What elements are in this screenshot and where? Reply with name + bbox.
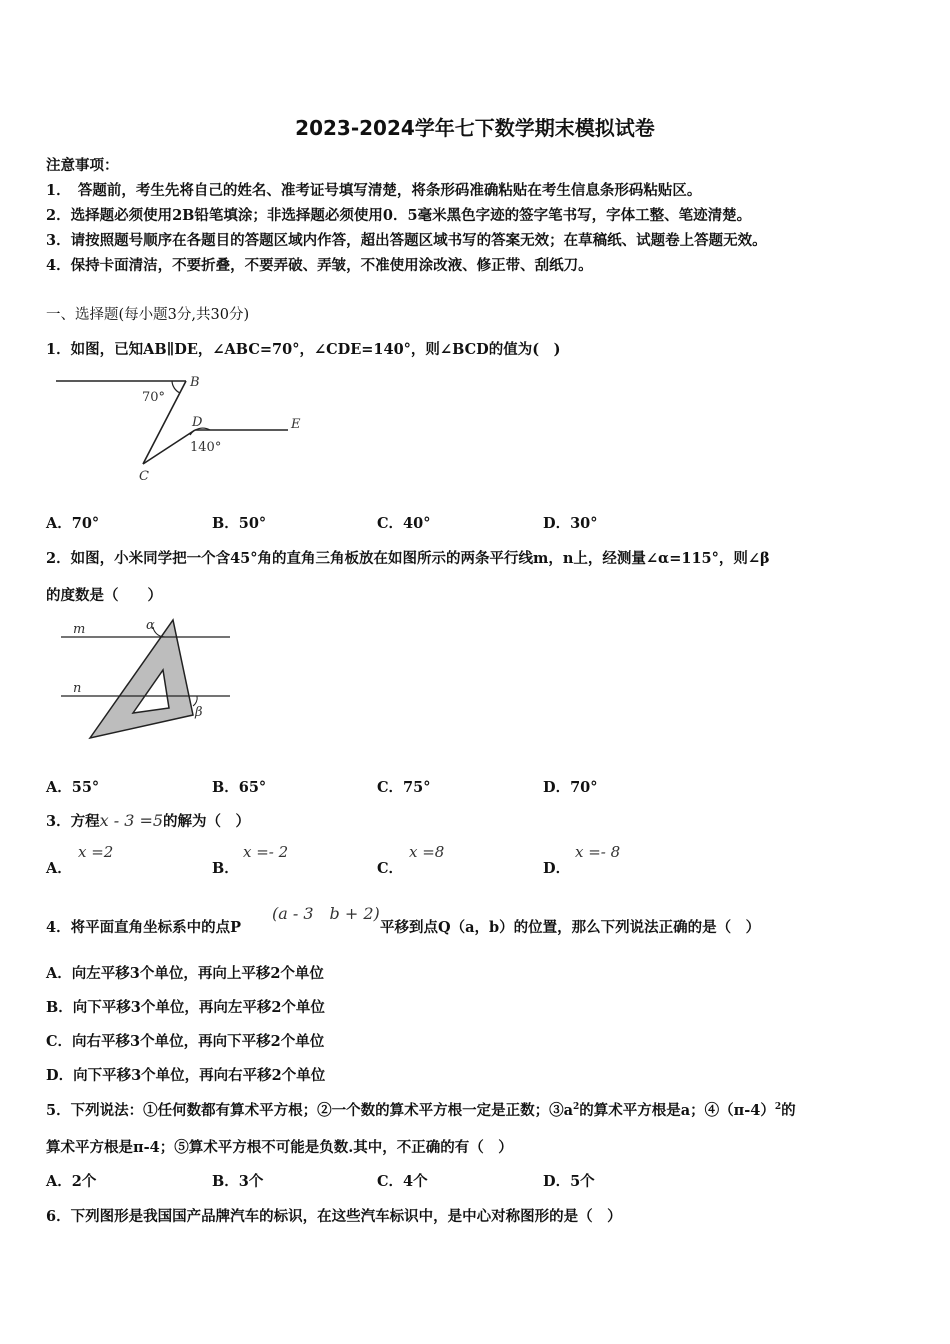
- question-4-stem-suffix: 平移到点Q（a，b）的位置，那么下列说法正确的是（ ）: [380, 919, 761, 936]
- option-a: A．向左平移3个单位，再向上平移2个单位: [46, 965, 324, 982]
- notice-item: 4．保持卡面清洁，不要折叠，不要弄破、弄皱，不准使用涂改液、修正带、刮纸刀。: [46, 257, 593, 274]
- option-d: D．5个: [543, 1173, 595, 1190]
- option-c: C．4个: [377, 1173, 428, 1190]
- equation: x - 3 =5: [99, 811, 164, 830]
- option-b: B．65°: [212, 779, 267, 796]
- option-a-letter: A．: [46, 860, 72, 877]
- option-d: D．70°: [543, 779, 598, 796]
- option-b-letter: B．: [212, 860, 239, 877]
- section-heading: 一、选择题(每小题3分,共30分): [46, 307, 250, 323]
- stem-text: 的: [781, 1102, 796, 1119]
- page-title: 2023-2024学年七下数学期末模拟试卷: [295, 116, 655, 140]
- option-b: B．向下平移3个单位，再向左平移2个单位: [46, 999, 325, 1016]
- option-b: B．50°: [212, 515, 267, 532]
- option-d-letter: D．: [543, 860, 571, 877]
- option-a: A．70°: [46, 515, 100, 532]
- notice-item: 1． 答题前，考生先将自己的姓名、准考证号填写清楚，将条形码准确粘贴在考生信息条形码粘贴区。: [46, 182, 702, 199]
- angle-label: 70°: [142, 390, 166, 405]
- option-a: A．2个: [46, 1173, 97, 1190]
- option-c-value: x =8: [409, 843, 445, 861]
- superscript: 2: [774, 1102, 782, 1113]
- superscript: 2: [572, 1102, 580, 1113]
- question-2-stem-cont: 的度数是（ ）: [46, 587, 162, 604]
- option-c: C．75°: [377, 779, 431, 796]
- option-d: D．30°: [543, 515, 598, 532]
- option-d: D．向下平移3个单位，再向右平移2个单位: [46, 1067, 326, 1084]
- label-n: n: [73, 681, 82, 696]
- question-6-stem: 6．下列图形是我国国产品牌汽车的标识，在这些汽车标识中，是中心对称图形的是（ ）: [46, 1208, 622, 1225]
- option-d-value: x =- 8: [575, 843, 621, 861]
- option-a-value: x =2: [78, 843, 114, 861]
- point-coordinates: (a - 3 b + 2): [272, 904, 380, 923]
- question-1-stem: 1．如图，已知AB∥DE，∠ABC=70°，∠CDE=140°，则∠BCD的值为( ): [46, 341, 561, 358]
- option-c-letter: C．: [377, 860, 404, 877]
- question-5-stem-cont: 算术平方根是π-4；⑤算术平方根不可能是负数.其中，不正确的有（ ）: [46, 1139, 513, 1156]
- angle-label: 140°: [190, 440, 222, 455]
- stem-text: 5．下列说法：①任何数都有算术平方根；②一个数的算术平方根一定是正数；③a: [46, 1102, 573, 1119]
- stem-text: 3．方程: [46, 813, 100, 830]
- label-beta: β: [195, 705, 203, 720]
- option-b-value: x =- 2: [243, 843, 289, 861]
- label-e: E: [291, 417, 301, 432]
- question-4-stem-prefix: 4．将平面直角坐标系中的点P: [46, 919, 241, 936]
- question-5-stem: [46, 1099, 796, 1120]
- notice-item: 3．请按照题号顺序在各题目的答题区域内作答，超出答题区域书写的答案无效；在草稿纸、试题卷上答题无效。: [46, 232, 767, 249]
- question-2-stem: 2．如图，小米同学把一个含45°角的直角三角板放在如图所示的两条平行线m，n上，经测量∠α=115°，则∠β: [46, 550, 770, 567]
- question-1-figure: [50, 370, 320, 490]
- option-a: A．55°: [46, 779, 100, 796]
- label-b: B: [190, 375, 200, 390]
- label-alpha: α: [146, 618, 155, 633]
- notice-heading: 注意事项：: [46, 157, 119, 174]
- option-c: C．向右平移3个单位，再向下平移2个单位: [46, 1033, 325, 1050]
- label-d: D: [192, 415, 203, 430]
- stem-text: 的算术平方根是a；④（π-4）: [579, 1102, 775, 1119]
- label-m: m: [73, 622, 86, 637]
- stem-text: 的解为（ ）: [163, 813, 251, 830]
- question-2-figure: [55, 615, 245, 745]
- notice-item: 2．选择题必须使用2B铅笔填涂；非选择题必须使用0．5毫米黑色字迹的签字笔书写，字体工整、笔迹清楚。: [46, 207, 752, 224]
- option-c: C．40°: [377, 515, 431, 532]
- question-3-stem: [46, 810, 250, 831]
- label-c: C: [139, 469, 149, 484]
- option-b: B．3个: [212, 1173, 264, 1190]
